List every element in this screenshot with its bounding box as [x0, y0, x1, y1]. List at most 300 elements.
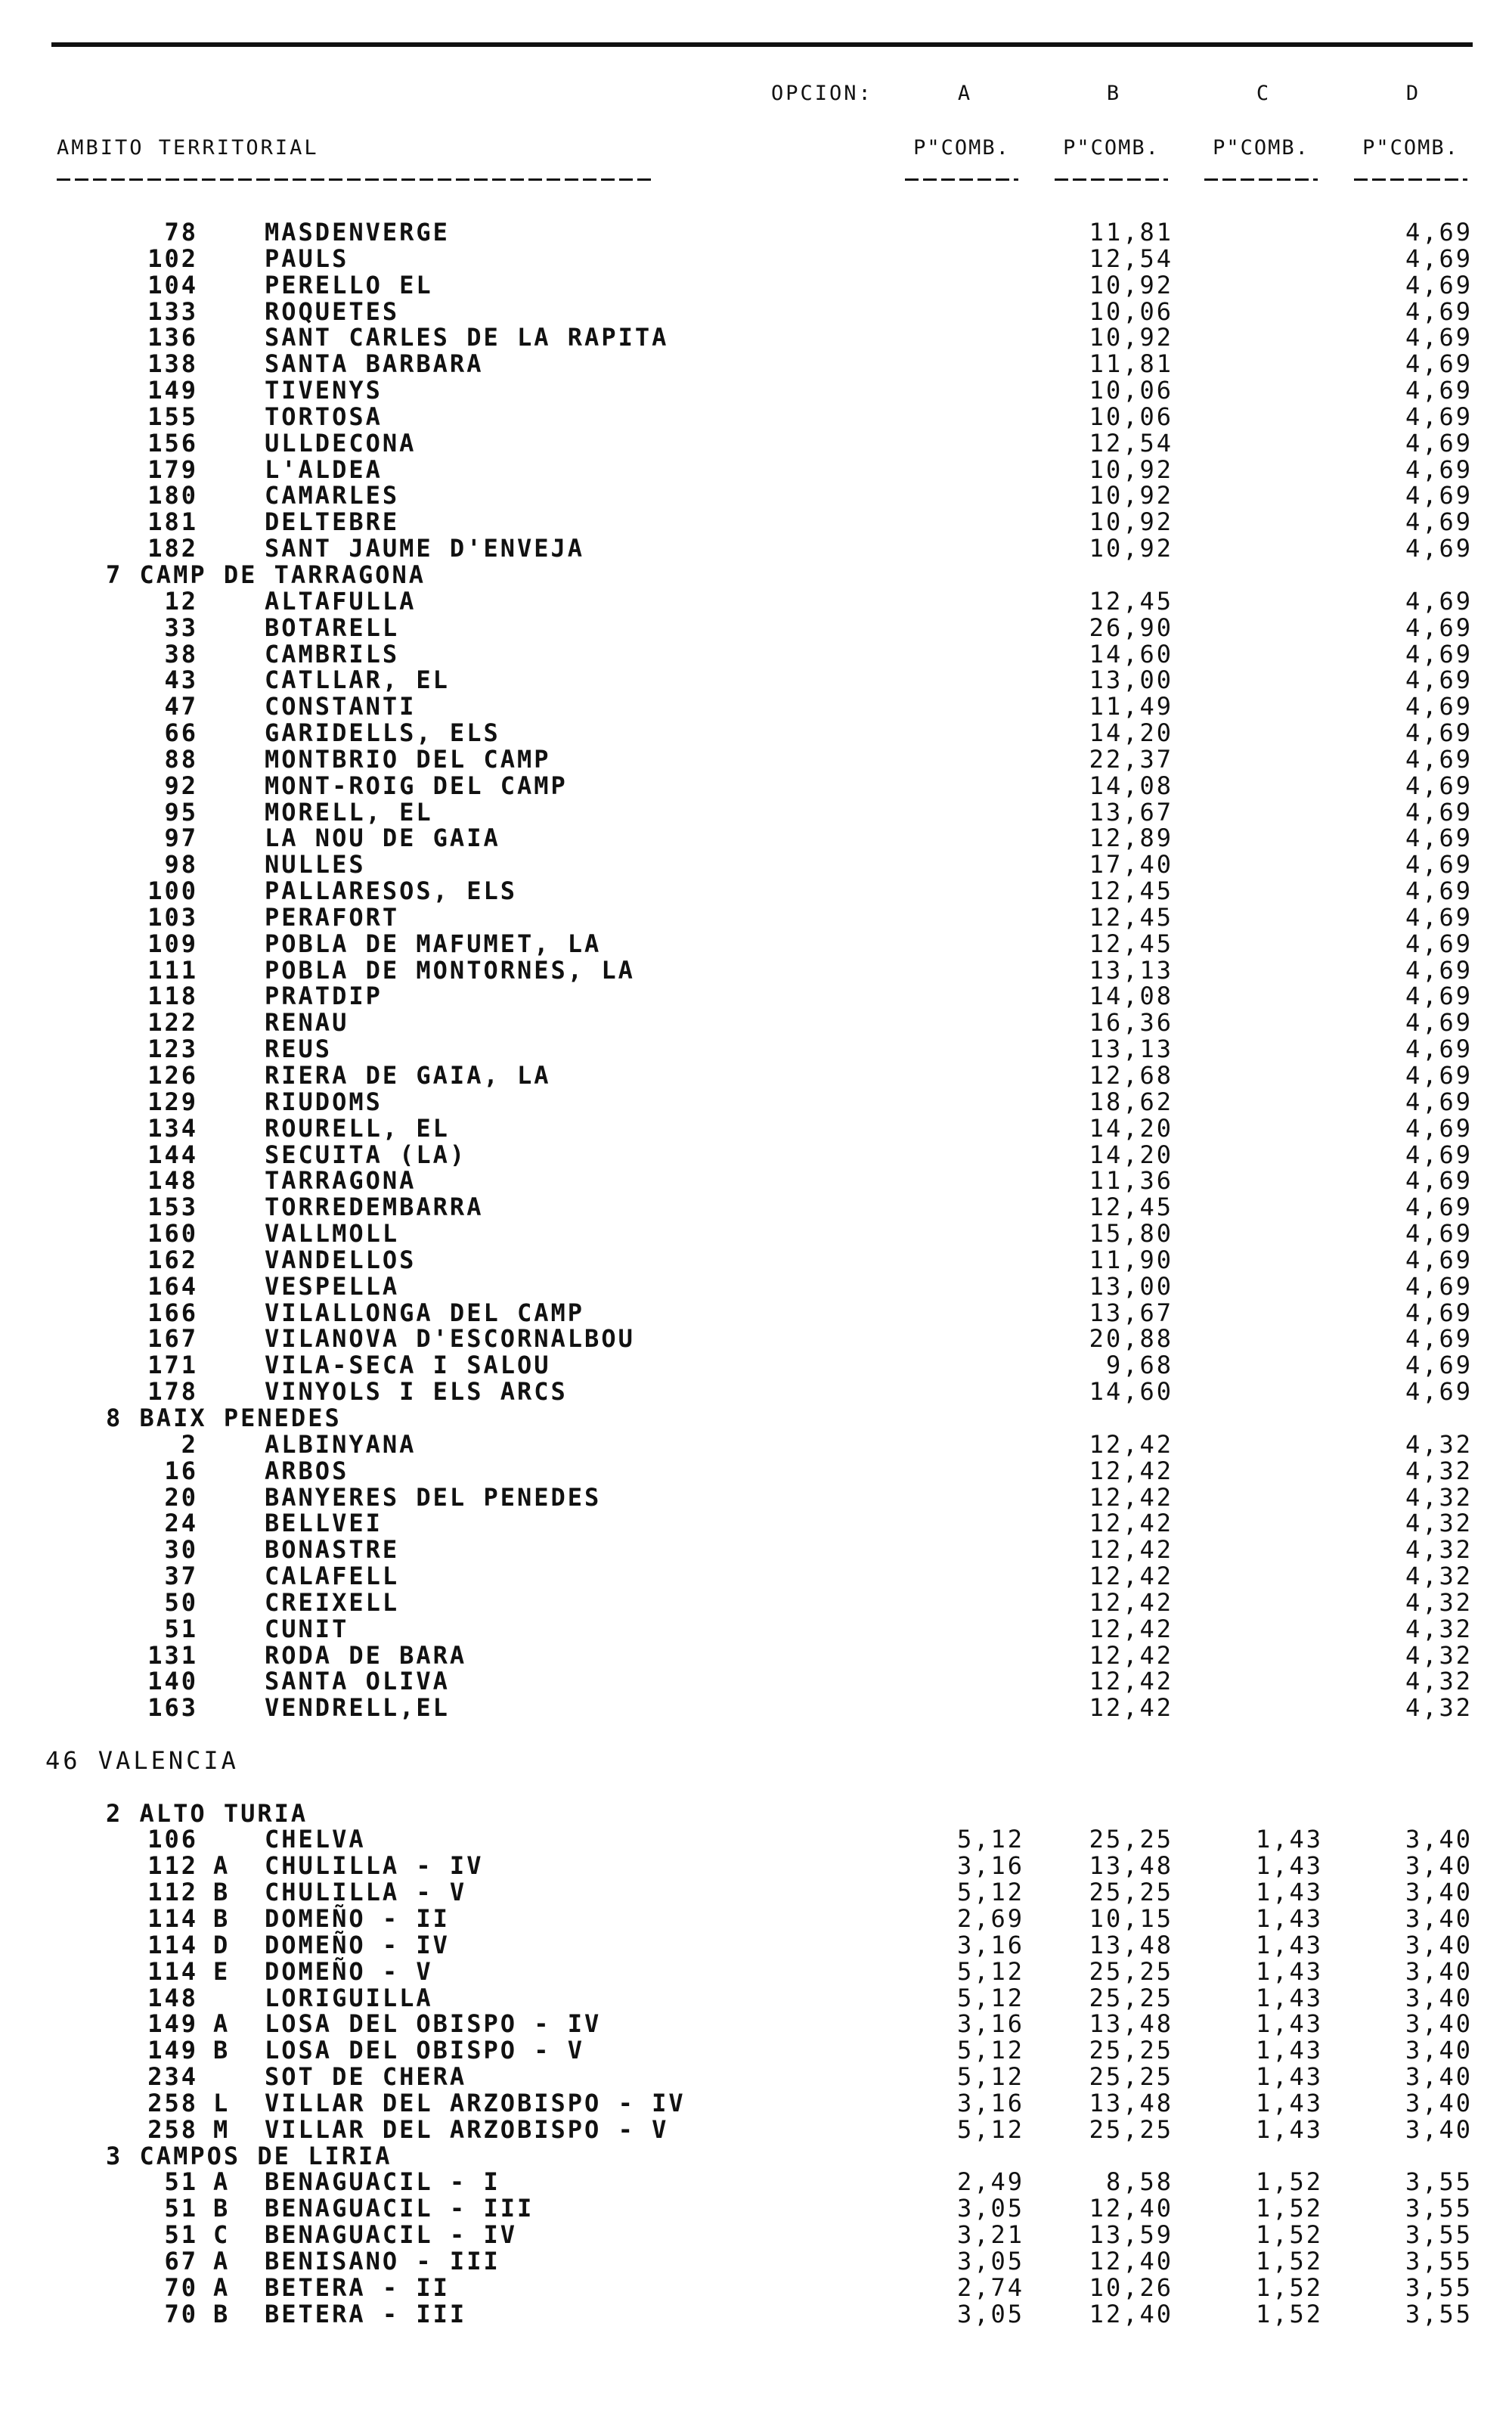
municipality-code: 70: [164, 2299, 198, 2328]
value-b: 10,26: [1089, 2272, 1173, 2302]
municipality-name: MASDENVERGE: [265, 218, 450, 247]
municipality-suffix: A: [213, 2246, 231, 2275]
municipality-name: DELTEBRE: [265, 507, 400, 537]
value-d: 4,69: [1405, 1351, 1473, 1380]
municipality-code: 104: [147, 270, 198, 299]
value-a: 5,12: [956, 2036, 1024, 2065]
table-row: [0, 1695, 1512, 1721]
value-d: 3,40: [1405, 2088, 1473, 2117]
value-d: 4,69: [1405, 1193, 1473, 1222]
municipality-code: 43: [164, 665, 198, 695]
municipality-name: ALBINYANA: [265, 1429, 417, 1459]
municipality-name: RIUDOMS: [265, 1087, 383, 1116]
table-row: [0, 1062, 1512, 1089]
municipality-code: 178: [147, 1377, 198, 1407]
municipality-name: ARBOS: [265, 1456, 349, 1485]
table-row: [0, 1089, 1512, 1115]
value-d: 4,69: [1405, 1113, 1473, 1143]
value-a: 3,05: [956, 2194, 1024, 2223]
municipality-name: CHELVA: [265, 1825, 366, 1854]
option-d-label: D: [1405, 82, 1419, 105]
municipality-name: LA NOU DE GAIA: [265, 824, 500, 853]
municipality-table: [0, 219, 1512, 2328]
value-b: 18,62: [1089, 1087, 1173, 1116]
table-row: [0, 615, 1512, 641]
table-row: [0, 1906, 1512, 1932]
value-a: 3,16: [956, 1930, 1024, 1959]
value-a: 2,69: [956, 1904, 1024, 1933]
value-d: 4,69: [1405, 296, 1473, 326]
value-d: 4,69: [1405, 507, 1473, 537]
municipality-name: RENAU: [265, 1008, 349, 1038]
municipality-code: 180: [147, 481, 198, 510]
table-row: [0, 957, 1512, 984]
municipality-name: LOSA DEL OBISPO - IV: [265, 2009, 602, 2039]
value-b: 13,48: [1089, 1930, 1173, 1959]
table-row: [0, 2195, 1512, 2222]
table-row: [0, 773, 1512, 799]
table-row: [0, 1429, 1512, 1459]
value-a: 3,16: [956, 2088, 1024, 2117]
table-row: [0, 1932, 1512, 1959]
municipality-code: 111: [147, 955, 198, 985]
heading-underline: [57, 178, 654, 181]
value-a: 2,74: [956, 2272, 1024, 2302]
value-b: 10,92: [1089, 270, 1173, 299]
value-b: 12,42: [1089, 1667, 1173, 1696]
value-c: 1,52: [1255, 2167, 1323, 2197]
value-d: 4,69: [1405, 1035, 1473, 1064]
value-b: 10,92: [1089, 454, 1173, 484]
value-b: 25,25: [1089, 2036, 1173, 2065]
value-d: 4,69: [1405, 1245, 1473, 1274]
value-d: 3,55: [1405, 2220, 1473, 2250]
table-row: [0, 904, 1512, 931]
value-d: 4,32: [1405, 1587, 1473, 1617]
value-d: 4,32: [1405, 1640, 1473, 1670]
table-row: [0, 2090, 1512, 2117]
municipality-code: 38: [164, 639, 198, 669]
table-row: [0, 1352, 1512, 1379]
value-b: 12,40: [1089, 2246, 1173, 2275]
municipality-code: 134: [147, 1113, 198, 1143]
value-b: 13,13: [1089, 1035, 1173, 1064]
municipality-name: CALAFELL: [265, 1562, 400, 1591]
table-row: [0, 404, 1512, 430]
value-b: 13,48: [1089, 2009, 1173, 2039]
value-c: 1,43: [1255, 1878, 1323, 1907]
municipality-name: MONT-ROIG DEL CAMP: [265, 771, 568, 800]
value-d: 4,69: [1405, 218, 1473, 247]
municipality-name: VILLAR DEL ARZOBISPO - V: [265, 2114, 669, 2144]
value-a: 3,21: [956, 2220, 1024, 2250]
value-a: 5,12: [956, 1825, 1024, 1854]
municipality-name: BENISANO - III: [265, 2246, 500, 2275]
table-row: [0, 1036, 1512, 1062]
municipality-code: 149: [147, 2009, 198, 2039]
value-d: 4,69: [1405, 1324, 1473, 1354]
value-c: 1,52: [1255, 2194, 1323, 2223]
municipality-code: 144: [147, 1140, 198, 1169]
table-row: [0, 1115, 1512, 1142]
value-d: 4,69: [1405, 534, 1473, 563]
municipality-code: 156: [147, 428, 198, 458]
municipality-code: 129: [147, 1087, 198, 1116]
table-row: [0, 1273, 1512, 1300]
value-d: 4,32: [1405, 1614, 1473, 1643]
value-b: 10,06: [1089, 376, 1173, 405]
municipality-code: 149: [147, 2036, 198, 2065]
value-d: 4,69: [1405, 955, 1473, 985]
column-a-underline: [905, 178, 1018, 181]
value-d: 4,69: [1405, 244, 1473, 273]
municipality-name: TIVENYS: [265, 376, 383, 405]
value-b: 10,92: [1089, 507, 1173, 537]
table-row: [0, 1853, 1512, 1879]
value-b: 14,08: [1089, 982, 1173, 1011]
municipality-suffix: B: [213, 1878, 231, 1907]
municipality-code: 163: [147, 1693, 198, 1723]
value-b: 25,25: [1089, 2114, 1173, 2144]
municipality-name: TORREDEMBARRA: [265, 1193, 484, 1222]
value-d: 3,40: [1405, 1983, 1473, 2012]
municipality-suffix: L: [213, 2088, 231, 2117]
value-d: 4,69: [1405, 1298, 1473, 1327]
municipality-name: PRATDIP: [265, 982, 383, 1011]
value-d: 4,69: [1405, 902, 1473, 932]
table-row: [0, 377, 1512, 404]
table-row: [0, 1484, 1512, 1511]
comarca-heading: [0, 1798, 1512, 1828]
municipality-name: GARIDELLS, ELS: [265, 718, 500, 748]
value-d: 4,69: [1405, 613, 1473, 642]
value-a: 3,05: [956, 2246, 1024, 2275]
column-title-a: P"COMB.: [913, 136, 1010, 160]
table-row: [0, 852, 1512, 878]
table-row: [0, 746, 1512, 773]
option-b-label: B: [1106, 82, 1120, 105]
value-b: 12,45: [1089, 586, 1173, 616]
option-c-label: C: [1256, 82, 1269, 105]
municipality-code: 155: [147, 402, 198, 431]
table-row: [0, 2064, 1512, 2090]
value-d: 4,69: [1405, 1008, 1473, 1038]
municipality-code: 95: [164, 797, 198, 827]
table-row: [0, 878, 1512, 904]
municipality-name: L'ALDEA: [265, 454, 383, 484]
municipality-name: ULLDECONA: [265, 428, 417, 458]
municipality-code: 114: [147, 1956, 198, 1986]
value-d: 4,69: [1405, 876, 1473, 906]
ambito-territorial-heading: AMBITO TERRITORIAL: [57, 136, 319, 160]
value-b: 12,42: [1089, 1587, 1173, 1617]
value-b: 12,68: [1089, 1061, 1173, 1090]
municipality-name: CAMARLES: [265, 481, 400, 510]
municipality-name: LOSA DEL OBISPO - V: [265, 2036, 585, 2065]
municipality-name: DOMEÑO - II: [265, 1904, 450, 1933]
municipality-code: 98: [164, 850, 198, 879]
value-b: 14,08: [1089, 771, 1173, 800]
value-d: 4,32: [1405, 1509, 1473, 1538]
municipality-name: NULLES: [265, 850, 366, 879]
value-b: 25,25: [1089, 2062, 1173, 2092]
value-d: 3,55: [1405, 2246, 1473, 2275]
municipality-suffix: A: [213, 2167, 231, 2197]
value-d: 3,40: [1405, 2114, 1473, 2144]
value-b: 11,49: [1089, 692, 1173, 721]
table-row: [0, 1168, 1512, 1194]
value-d: 4,69: [1405, 797, 1473, 827]
value-d: 3,40: [1405, 1878, 1473, 1907]
table-row: [0, 296, 1512, 326]
value-b: 13,00: [1089, 665, 1173, 695]
municipality-code: 258: [147, 2088, 198, 2117]
value-d: 3,40: [1405, 2036, 1473, 2065]
municipality-code: 70: [164, 2272, 198, 2302]
municipality-name: CHULILLA - V: [265, 1878, 467, 1907]
value-b: 25,25: [1089, 1825, 1173, 1854]
value-d: 3,40: [1405, 1904, 1473, 1933]
value-b: 13,59: [1089, 2220, 1173, 2250]
value-b: 25,25: [1089, 1878, 1173, 1907]
municipality-code: 112: [147, 1851, 198, 1881]
value-b: 8,58: [1105, 2167, 1173, 2197]
value-b: 12,54: [1089, 428, 1173, 458]
municipality-code: 51: [164, 1614, 198, 1643]
value-b: 13,67: [1089, 797, 1173, 827]
value-b: 13,13: [1089, 955, 1173, 985]
value-b: 16,36: [1089, 1008, 1173, 1038]
value-b: 9,68: [1105, 1351, 1173, 1380]
municipality-name: LORIGUILLA: [265, 1983, 433, 2012]
table-row: [0, 1537, 1512, 1563]
municipality-code: 126: [147, 1061, 198, 1090]
value-b: 14,60: [1089, 639, 1173, 669]
value-a: 5,12: [956, 2114, 1024, 2144]
value-b: 12,42: [1089, 1535, 1173, 1565]
municipality-name: VILLAR DEL ARZOBISPO - IV: [265, 2088, 686, 2117]
municipality-name: SECUITA (LA): [265, 1140, 467, 1169]
municipality-name: PALLARESOS, ELS: [265, 876, 517, 906]
municipality-code: 114: [147, 1904, 198, 1933]
municipality-name: CATLLAR, EL: [265, 665, 450, 695]
municipality-code: 112: [147, 1878, 198, 1907]
value-a: 2,49: [956, 2167, 1024, 2197]
value-d: 4,69: [1405, 639, 1473, 669]
municipality-code: 109: [147, 929, 198, 958]
table-row: [0, 1010, 1512, 1036]
municipality-suffix: M: [213, 2114, 231, 2144]
municipality-suffix: E: [213, 1956, 231, 1986]
value-d: 4,69: [1405, 376, 1473, 405]
table-row: [0, 246, 1512, 272]
comarca-label: 8 BAIX PENEDES: [106, 1403, 342, 1432]
table-row: [0, 351, 1512, 377]
table-row: [0, 482, 1512, 509]
value-c: 1,43: [1255, 2036, 1323, 2065]
municipality-code: 164: [147, 1271, 198, 1301]
value-b: 14,20: [1089, 1140, 1173, 1169]
value-a: 5,12: [956, 1878, 1024, 1907]
value-b: 12,40: [1089, 2299, 1173, 2328]
table-row: [0, 2037, 1512, 2064]
municipality-code: 33: [164, 613, 198, 642]
value-b: 13,48: [1089, 2088, 1173, 2117]
value-c: 1,43: [1255, 2062, 1323, 2092]
table-row: [0, 1985, 1512, 2012]
value-b: 12,42: [1089, 1693, 1173, 1723]
municipality-name: SOT DE CHERA: [265, 2062, 467, 2092]
table-row: [0, 1326, 1512, 1352]
value-b: 17,40: [1089, 850, 1173, 879]
value-d: 4,69: [1405, 718, 1473, 748]
municipality-name: BENAGUACIL - IV: [265, 2220, 517, 2250]
value-d: 3,40: [1405, 2009, 1473, 2039]
value-d: 4,69: [1405, 270, 1473, 299]
municipality-code: 149: [147, 376, 198, 405]
province-label: 46 VALENCIA: [45, 1745, 239, 1775]
value-b: 15,80: [1089, 1219, 1173, 1249]
municipality-name: SANT JAUME D'ENVEJA: [265, 534, 585, 563]
value-d: 4,32: [1405, 1562, 1473, 1591]
municipality-name: CAMBRILS: [265, 639, 400, 669]
municipality-code: 148: [147, 1983, 198, 2012]
municipality-code: 138: [147, 349, 198, 379]
value-b: 13,48: [1089, 1851, 1173, 1881]
municipality-name: PERAFORT: [265, 902, 400, 932]
value-a: 5,12: [956, 2062, 1024, 2092]
table-row: [0, 272, 1512, 299]
municipality-name: SANTA OLIVA: [265, 1667, 450, 1696]
table-row: [0, 693, 1512, 720]
municipality-name: BOTARELL: [265, 613, 400, 642]
table-row: [0, 324, 1512, 351]
table-row: [0, 509, 1512, 535]
municipality-name: CONSTANTI: [265, 692, 417, 721]
municipality-code: 51: [164, 2194, 198, 2223]
municipality-name: BANYERES DEL PENEDES: [265, 1482, 602, 1512]
table-row: [0, 535, 1512, 562]
value-d: 4,69: [1405, 1219, 1473, 1249]
municipality-name: BENAGUACIL - I: [265, 2167, 500, 2197]
value-b: 12,42: [1089, 1614, 1173, 1643]
value-b: 10,06: [1089, 402, 1173, 431]
table-row: [0, 1563, 1512, 1590]
value-d: 4,69: [1405, 692, 1473, 721]
municipality-suffix: D: [213, 1930, 231, 1959]
value-c: 1,52: [1255, 2272, 1323, 2302]
value-d: 4,32: [1405, 1429, 1473, 1459]
table-row: [0, 1379, 1512, 1405]
municipality-name: VESPELLA: [265, 1271, 400, 1301]
comarca-heading: [0, 2143, 1512, 2170]
municipality-name: SANT CARLES DE LA RAPITA: [265, 323, 669, 352]
value-d: 3,40: [1405, 1956, 1473, 1986]
municipality-code: 106: [147, 1825, 198, 1854]
municipality-code: 51: [164, 2167, 198, 2197]
municipality-name: REUS: [265, 1035, 333, 1064]
value-d: 3,55: [1405, 2167, 1473, 2197]
value-d: 4,69: [1405, 744, 1473, 774]
municipality-code: 181: [147, 507, 198, 537]
table-row: [0, 1458, 1512, 1484]
municipality-name: TARRAGONA: [265, 1166, 417, 1196]
municipality-name: PAULS: [265, 244, 349, 273]
table-row: [0, 2272, 1512, 2302]
value-d: 4,69: [1405, 1377, 1473, 1407]
value-b: 10,06: [1089, 296, 1173, 326]
value-b: 10,92: [1089, 481, 1173, 510]
municipality-code: 122: [147, 1008, 198, 1038]
table-row: [0, 2222, 1512, 2248]
municipality-code: 153: [147, 1193, 198, 1222]
municipality-code: 171: [147, 1351, 198, 1380]
municipality-code: 148: [147, 1166, 198, 1196]
value-d: 4,69: [1405, 349, 1473, 379]
value-c: 1,43: [1255, 1930, 1323, 1959]
municipality-suffix: B: [213, 2036, 231, 2065]
value-d: 4,69: [1405, 402, 1473, 431]
value-b: 12,45: [1089, 929, 1173, 958]
opcion-label: OPCION:: [771, 82, 873, 105]
table-row: [0, 2011, 1512, 2037]
municipality-name: VALLMOLL: [265, 1219, 400, 1249]
table-row: [0, 1879, 1512, 1906]
table-row: [0, 1221, 1512, 1247]
municipality-code: 102: [147, 244, 198, 273]
value-b: 14,20: [1089, 1113, 1173, 1143]
value-b: 12,45: [1089, 876, 1173, 906]
municipality-code: 114: [147, 1930, 198, 1959]
value-b: 12,42: [1089, 1456, 1173, 1485]
municipality-code: 51: [164, 2220, 198, 2250]
municipality-code: 160: [147, 1219, 198, 1249]
municipality-name: MORELL, EL: [265, 797, 433, 827]
blank-line: [0, 1721, 1512, 1748]
municipality-name: VILALLONGA DEL CAMP: [265, 1298, 585, 1327]
value-d: 4,69: [1405, 323, 1473, 352]
municipality-code: 234: [147, 2062, 198, 2092]
municipality-code: 167: [147, 1324, 198, 1354]
table-row: [0, 1956, 1512, 1986]
value-b: 12,40: [1089, 2194, 1173, 2223]
value-b: 25,25: [1089, 1983, 1173, 2012]
value-c: 1,43: [1255, 2114, 1323, 2144]
column-title-c: P"COMB.: [1213, 136, 1309, 160]
value-b: 12,45: [1089, 1193, 1173, 1222]
municipality-code: 136: [147, 323, 198, 352]
municipality-suffix: B: [213, 2299, 231, 2328]
value-b: 25,25: [1089, 1956, 1173, 1986]
municipality-name: BENAGUACIL - III: [265, 2194, 534, 2223]
municipality-code: 258: [147, 2114, 198, 2144]
municipality-suffix: A: [213, 1851, 231, 1881]
municipality-name: VANDELLOS: [265, 1245, 417, 1274]
municipality-name: VINYOLS I ELS ARCS: [265, 1377, 568, 1407]
table-row: [0, 641, 1512, 668]
value-c: 1,52: [1255, 2220, 1323, 2250]
value-c: 1,43: [1255, 1825, 1323, 1854]
table-row: [0, 931, 1512, 957]
municipality-code: 50: [164, 1587, 198, 1617]
municipality-suffix: A: [213, 2009, 231, 2039]
municipality-code: 24: [164, 1509, 198, 1538]
municipality-code: 179: [147, 454, 198, 484]
value-b: 11,81: [1089, 349, 1173, 379]
municipality-suffix: B: [213, 2194, 231, 2223]
blank-line: [0, 1774, 1512, 1801]
comarca-label: 3 CAMPOS DE LIRIA: [106, 2141, 392, 2170]
